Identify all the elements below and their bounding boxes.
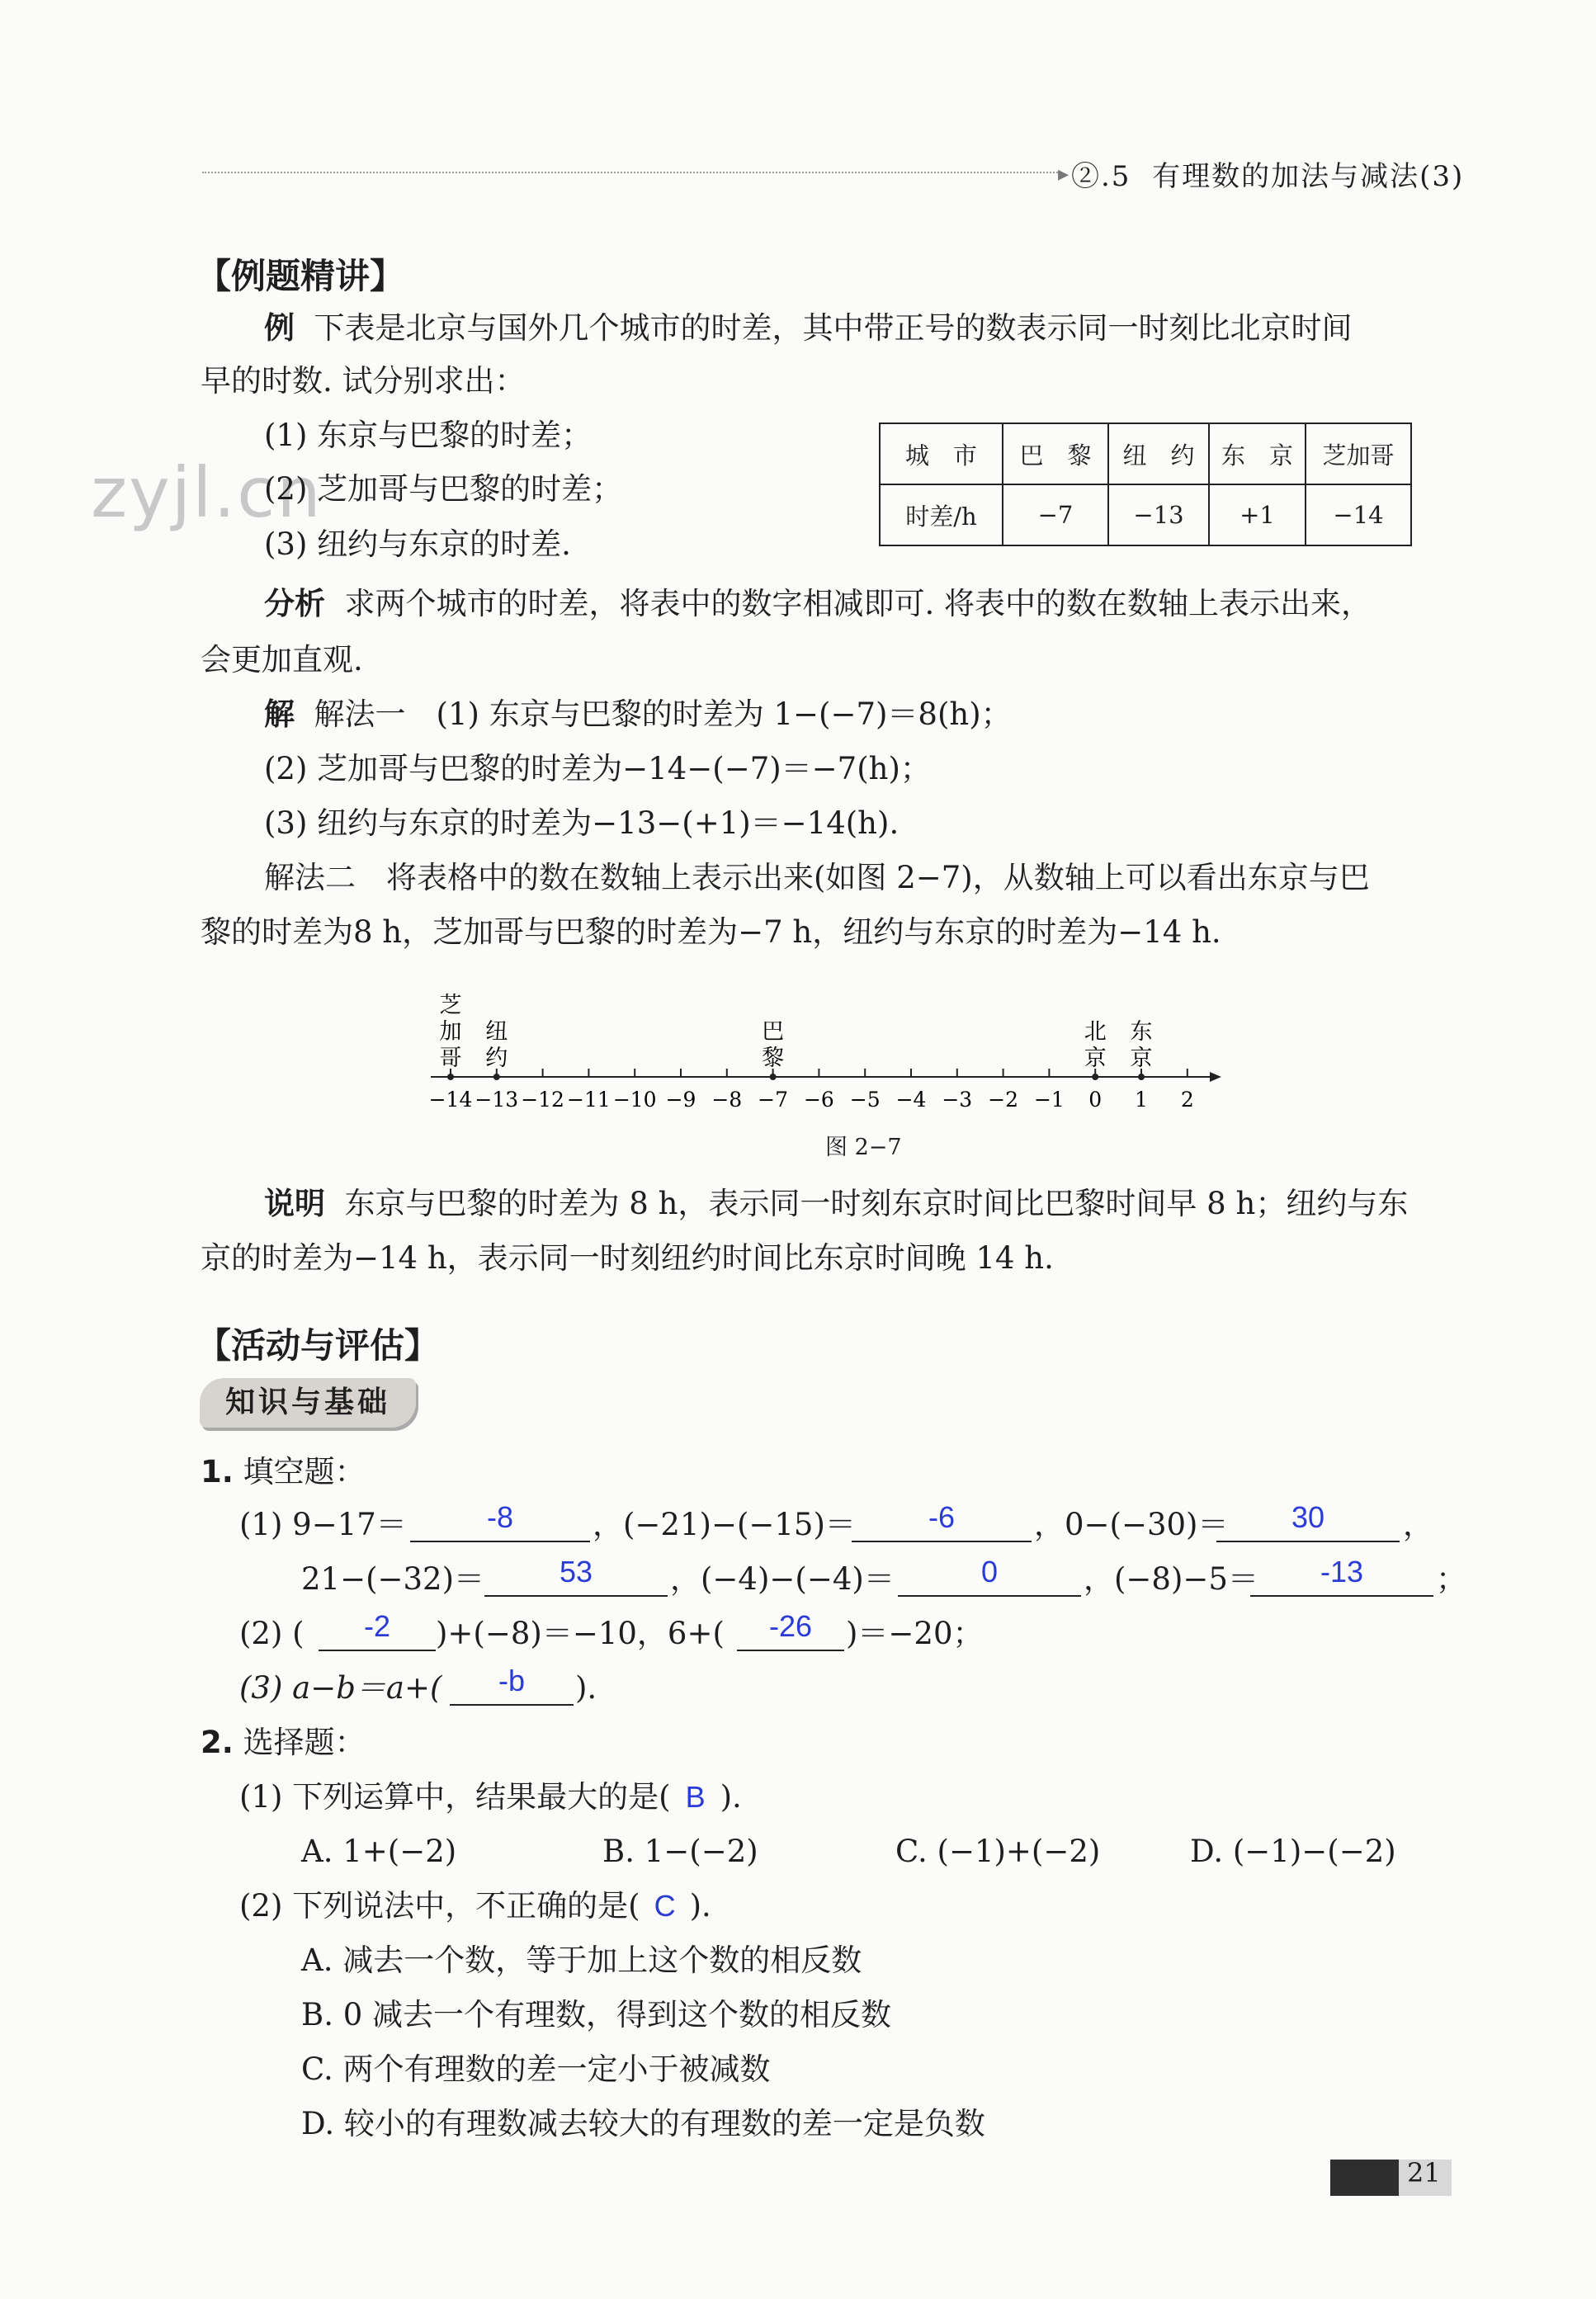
solution-text: 解法一 (1) 东京与巴黎的时差为 1−(−7)＝8(h)； (314, 696, 1012, 732)
choice-q1 (239, 1776, 742, 1819)
activity-heading: 【活动与评估】 (196, 1325, 440, 1366)
knowledge-badge: 知识与基础 (200, 1378, 416, 1428)
question-3: (3) 纽约与东京的时差. (264, 526, 571, 562)
number-line-point (1138, 1074, 1145, 1080)
option-d: D. 较小的有理数减去较大的有理数的差一定是负数 (301, 2106, 985, 2141)
header-arrow-icon: ▸ (1058, 162, 1070, 186)
table-cell: 芝加哥 (1306, 423, 1411, 484)
number-line-tick-label: −11 (567, 1088, 611, 1112)
choice-q2 (239, 1885, 711, 1928)
solution-line-5: 黎的时差为8 h，芝加哥与巴黎的时差为−7 h，纽约与东京的时差为−14 h. (201, 914, 1221, 950)
problem-1-title-text: 填空题： (243, 1454, 366, 1489)
solution-line-3: (3) 纽约与东京的时差为−13−(+1)＝−14(h). (264, 805, 900, 841)
table-cell: 巴 黎 (1003, 423, 1108, 484)
number-line-point (447, 1074, 454, 1080)
answer-blank[interactable] (410, 1541, 590, 1542)
fill-r2a: 21−(−32)＝ (301, 1561, 485, 1597)
number-line-tick-label: −3 (942, 1088, 973, 1112)
fill-r1b: ，(−21)−(−15)＝ (593, 1507, 856, 1542)
number-line-tick-label: −1 (1033, 1088, 1065, 1112)
number-line-tick-label: −14 (428, 1088, 473, 1112)
number-line-point (770, 1074, 777, 1080)
number-line-city-label: 东京 (1130, 1019, 1153, 1071)
number-line-city-label: 北京 (1084, 1019, 1107, 1071)
table-cell: 纽 约 (1108, 423, 1209, 484)
problem-1-title (201, 1451, 366, 1494)
table-cell: −14 (1306, 484, 1411, 545)
option-a: A. 1+(−2) (301, 1834, 457, 1869)
answer-blank[interactable] (1250, 1595, 1433, 1597)
fill-r2b: ，(−4)−(−4)＝ (670, 1561, 895, 1597)
fill-r3b: )+(−8)＝−10，6+( (436, 1616, 725, 1651)
example-intro-1 (264, 307, 1353, 350)
table-row (880, 484, 1411, 545)
number-line-tick-label: 2 (1180, 1088, 1194, 1112)
section-number: ②.5 (1071, 160, 1131, 193)
answer-text: -26 (768, 1609, 813, 1643)
option-c: C. (−1)+(−2) (895, 1834, 1101, 1869)
answer-blank[interactable] (1216, 1541, 1400, 1542)
number-line-city-label: 芝加哥 (439, 993, 462, 1071)
watermark: zyjl.cn (91, 452, 323, 533)
option-a: A. 减去一个数，等于加上这个数的相反数 (301, 1943, 862, 1978)
answer-text: -2 (363, 1609, 390, 1643)
answer-blank[interactable] (852, 1541, 1032, 1542)
section-title: 有理数的加法与减法(3) (1152, 160, 1465, 193)
number-line-point (493, 1074, 500, 1080)
problem-1-number: 1. (201, 1454, 234, 1489)
table-cell: 时差/h (880, 484, 1003, 545)
table-cell: 城 市 (880, 423, 1003, 484)
example-label: 例 (264, 310, 295, 346)
problem-2-number: 2. (201, 1725, 234, 1760)
table-cell: 东 京 (1209, 423, 1306, 484)
note-line-1 (264, 1183, 1408, 1225)
problem-2-title (201, 1721, 366, 1764)
choice-q1-end: ). (720, 1779, 742, 1815)
fill-r3a: (2) ( (239, 1616, 305, 1651)
answer-text: -b (498, 1664, 525, 1697)
number-line-tick-label: −6 (803, 1088, 834, 1112)
answer-blank[interactable] (898, 1595, 1081, 1597)
option-b: B. 0 减去一个有理数，得到这个数的相反数 (301, 1997, 892, 2032)
number-line-tick-label: −10 (612, 1088, 657, 1112)
fill-r4b: ). (575, 1670, 597, 1706)
choice-q2-text: (2) 下列说法中，不正确的是( (239, 1888, 640, 1924)
answer-blank[interactable] (319, 1650, 436, 1651)
answer-text: 30 (1291, 1500, 1325, 1534)
option-d: D. (−1)−(−2) (1190, 1834, 1396, 1869)
number-line-city-label: 巴黎 (762, 1019, 785, 1071)
number-line-tick-label: −2 (988, 1088, 1019, 1112)
note-text: 东京与巴黎的时差为 8 h，表示同一时刻东京时间比巴黎时间早 8 h；纽约与东 (344, 1186, 1409, 1221)
question-1: (1) 东京与巴黎的时差； (264, 418, 593, 453)
number-line-tick-label: −12 (521, 1088, 564, 1112)
answer-text: -8 (486, 1500, 513, 1534)
table-cell: +1 (1209, 484, 1306, 545)
figure-caption: 图 2−7 (825, 1135, 902, 1160)
number-line-tick-label: −7 (758, 1088, 789, 1112)
example-intro-2: 早的时数. 试分别求出： (201, 363, 526, 399)
fill-r2d: ； (1436, 1561, 1466, 1597)
answer-text: -13 (1320, 1555, 1364, 1589)
page-number: 21 (1407, 2157, 1441, 2188)
answer-blank[interactable] (737, 1650, 844, 1651)
analysis-label: 分析 (264, 586, 325, 621)
number-line-tick-label: 0 (1088, 1088, 1103, 1112)
header-rule (202, 172, 1060, 173)
running-header (1071, 153, 1464, 194)
analysis-text: 求两个城市的时差，将表中的数字相减即可. 将表中的数在数轴上表示出来， (344, 586, 1372, 621)
number-line-tick-label: −13 (475, 1088, 519, 1112)
note-label: 说明 (264, 1186, 325, 1221)
fill-r1a: (1) 9−17＝ (239, 1507, 407, 1542)
number-line-city-label: 纽约 (485, 1019, 508, 1071)
number-line-tick-label: −5 (849, 1088, 881, 1112)
answer-text: 0 (980, 1555, 999, 1589)
solution-line-4: 解法二 将表格中的数在数轴上表示出来(如图 2−7)，从数轴上可以看出东京与巴 (264, 860, 1370, 895)
table-cell: −13 (1108, 484, 1209, 545)
problem-2-title-text: 选择题： (243, 1725, 366, 1760)
choice-q2-end: ). (689, 1888, 711, 1924)
fill-r2c: ，(−8)−5＝ (1084, 1561, 1258, 1597)
number-line-tick-label: −9 (665, 1088, 696, 1112)
example-intro-text: 下表是北京与国外几个城市的时差，其中带正号的数表示同一时刻比北京时间 (314, 310, 1353, 346)
number-line-point (1092, 1074, 1098, 1080)
option-b: B. 1−(−2) (602, 1834, 758, 1869)
analysis-line-2: 会更加直观. (201, 642, 363, 677)
number-line-arrow-icon (1210, 1072, 1221, 1082)
fill-r1c: ，0−(−30)＝ (1034, 1507, 1229, 1542)
note-line-2: 京的时差为−14 h，表示同一时刻纽约时间比东京时间晚 14 h. (201, 1240, 1054, 1276)
number-line-tick-label: 1 (1135, 1088, 1148, 1112)
solution-line-1 (264, 693, 1012, 736)
table-row (880, 423, 1411, 484)
time-difference-table (879, 423, 1412, 546)
answer-text: -6 (928, 1500, 955, 1534)
choice-q1-text: (1) 下列运算中，结果最大的是( (239, 1779, 671, 1815)
answer-text: 53 (559, 1555, 593, 1589)
choice-q2-answer: C (654, 1889, 676, 1923)
solution-label: 解 (264, 696, 295, 732)
number-line-tick-label: −4 (895, 1088, 927, 1112)
fill-r4a: (3) a−b＝a+( (239, 1670, 442, 1706)
number-line-tick-label: −8 (711, 1088, 743, 1112)
table-cell: −7 (1003, 484, 1108, 545)
answer-blank[interactable] (450, 1704, 574, 1706)
fill-r3c: )＝−20； (846, 1616, 984, 1651)
answer-blank[interactable] (484, 1595, 668, 1597)
option-c: C. 两个有理数的差一定小于被减数 (301, 2051, 771, 2087)
question-2: (2) 芝加哥与巴黎的时差； (264, 471, 623, 507)
analysis-line-1 (264, 583, 1372, 625)
example-heading: 【例题精讲】 (196, 256, 405, 296)
fill-r1d: ， (1403, 1507, 1433, 1542)
solution-line-2: (2) 芝加哥与巴黎的时差为−14−(−7)＝−7(h)； (264, 751, 931, 786)
choice-q1-answer: B (685, 1780, 706, 1814)
